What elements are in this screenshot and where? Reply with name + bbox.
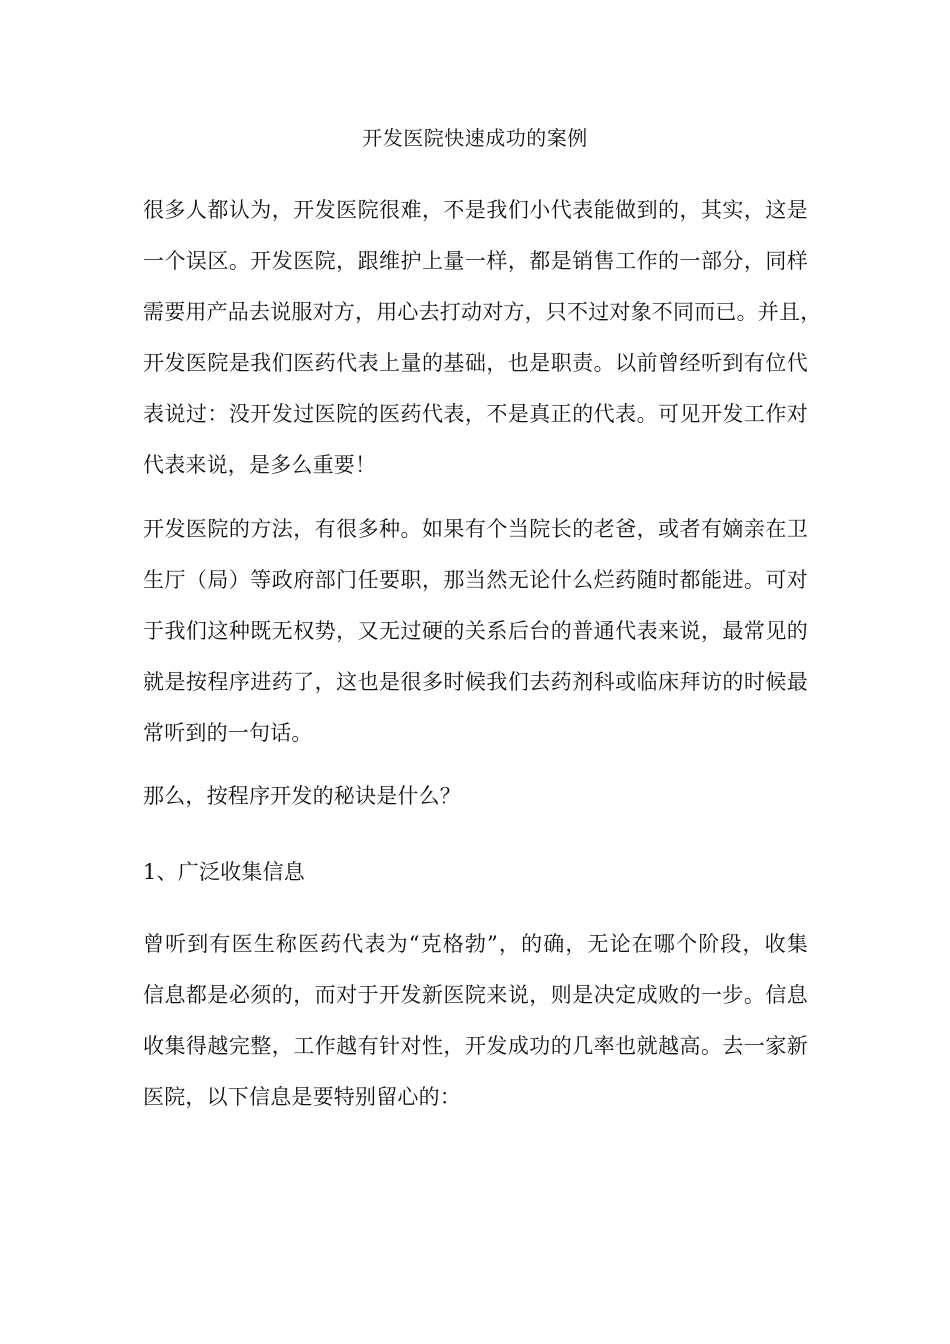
- paragraph-line: 常听到的一句话。: [143, 721, 313, 745]
- paragraph-line: 表说过：没开发过医院的医药代表，不是真正的代表。可见开发工作对: [143, 402, 808, 426]
- paragraph-line: 就是按程序进药了，这也是很多时候我们去药剂科或临床拜访的时候最: [143, 670, 808, 694]
- paragraph-1: [143, 185, 822, 491]
- paragraph-line: 生厅（局）等政府部门任要职，那当然无论什么烂药随时都能进。可对: [143, 568, 808, 592]
- paragraph-line: 医院，以下信息是要特别留心的：: [143, 1085, 461, 1109]
- paragraph-line: 那么，按程序开发的秘诀是什么？: [143, 784, 461, 808]
- paragraph-line: 于我们这种既无权势，又无过硬的关系后台的普通代表来说，最常见的: [143, 619, 808, 643]
- paragraph-line: 需要用产品去说服对方，用心去打动对方，只不过对象不同而已。并且，: [143, 300, 822, 324]
- paragraph-line: 信息都是必须的，而对于开发新医院来说，则是决定成败的一步。信息: [143, 983, 808, 1007]
- paragraph-line: 一个误区。开发医院，跟维护上量一样，都是销售工作的一部分，同样: [143, 249, 808, 273]
- paragraph-line: 1、广泛收集信息: [143, 860, 305, 884]
- paragraph-line: 很多人都认为，开发医院很难，不是我们小代表能做到的，其实，这是: [143, 198, 808, 222]
- paragraph-3: [143, 771, 808, 822]
- paragraph-line: 收集得越完整，工作越有针对性，开发成功的几率也就越高。去一家新: [143, 1034, 808, 1058]
- section-heading: [143, 847, 808, 898]
- paragraph-line: 开发医院的方法，有很多种。如果有个当院长的老爸，或者有嫡亲在卫: [143, 517, 808, 541]
- paragraph-line: 代表来说，是多么重要！: [143, 453, 377, 477]
- paragraph-line: 曾听到有医生称医药代表为“克格勃”，的确，无论在哪个阶段，收集: [143, 932, 808, 956]
- paragraph-4: [143, 919, 808, 1123]
- paragraph-2: [143, 504, 808, 759]
- paragraph-line: 开发医院是我们医药代表上量的基础，也是职责。以前曾经听到有位代: [143, 351, 808, 375]
- document-title: 开发医院快速成功的案例: [362, 126, 588, 150]
